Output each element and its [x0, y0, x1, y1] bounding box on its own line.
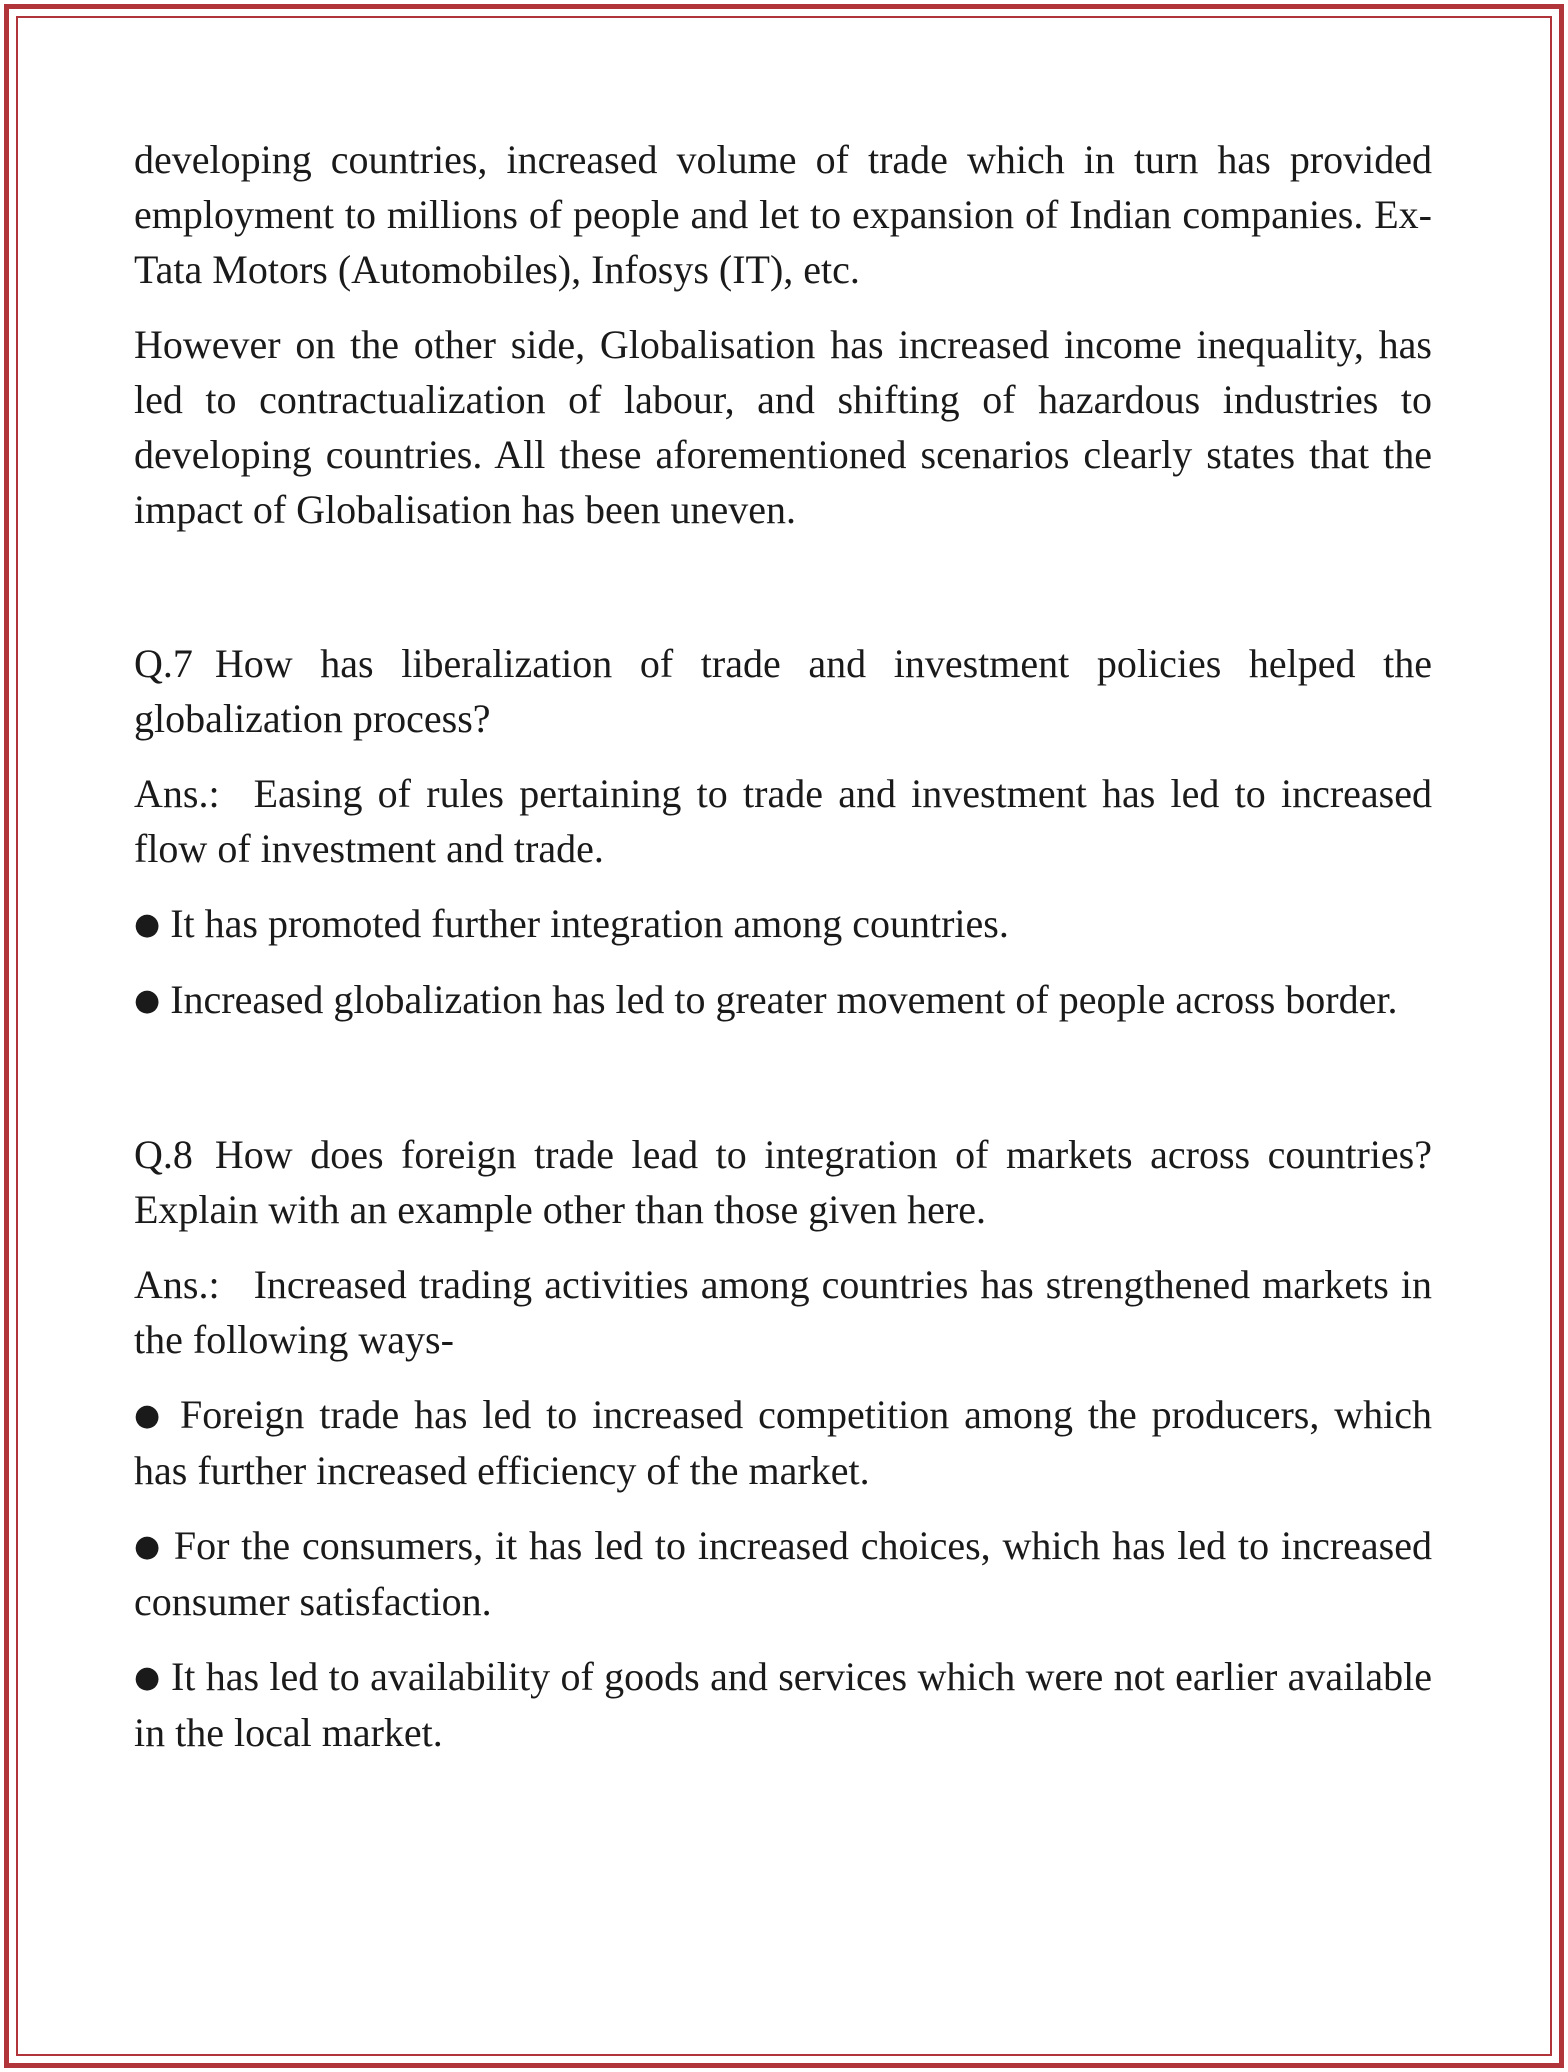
- intro-continuation-paragraph: developing countries, increased volume of trade which in turn has provided employment to millions of people and let to expansion of Indian companies. Ex- Tata Motors (Automobiles), Infosys (IT), etc.: [134, 137, 1432, 292]
- bullet-icon: ●: [134, 1398, 166, 1433]
- q8-bullet-2: [134, 1518, 1432, 1629]
- document-body: [134, 132, 1432, 1760]
- q8-bullet-2-text: For the consumers, it has led to increased choices, which has led to increased consumer satisfaction.: [134, 1523, 1433, 1624]
- bullet-icon: ●: [134, 983, 161, 1018]
- q8-bullet-1-text: Foreign trade has led to increased competition among the producers, which has further increased efficiency of the market.: [134, 1392, 1433, 1493]
- q7-question-text: How has liberalization of trade and investment policies helped the globalization process?: [134, 641, 1432, 741]
- q8-bullet-1: [134, 1387, 1432, 1498]
- bullet-icon: ●: [134, 1660, 161, 1695]
- q8-bullet-3-text: It has led to availability of goods and services which were not earlier available in the local market.: [134, 1654, 1432, 1755]
- q8-answer: [134, 1257, 1432, 1367]
- q7-answer: [134, 766, 1432, 876]
- q7-bullet-2-text: Increased globalization has led to greater movement of people across border.: [170, 977, 1398, 1022]
- q8-question: [134, 1127, 1432, 1237]
- q7-question: [134, 636, 1432, 746]
- q7-bullet-2: [134, 972, 1432, 1028]
- q8-answer-text: Increased trading activities among countries has strengthened markets in the following ways-: [134, 1262, 1432, 1362]
- q7-number: Q.7: [134, 641, 193, 686]
- q7-bullet-1-text: It has promoted further integration among countries.: [170, 901, 1009, 946]
- intro-however-paragraph: However on the other side, Globalisation has increased income inequality, has led to contractualization of labour, and shifting of hazardous industries to developing countries. All these aforementioned scenarios clearly states that the impact of Globalisation has been uneven.: [134, 322, 1432, 532]
- q7-ans-label: Ans.:: [134, 771, 220, 816]
- q7-bullet-1: [134, 896, 1432, 952]
- q8-bullet-3: [134, 1649, 1432, 1760]
- q7-answer-text: Easing of rules pertaining to trade and investment has led to increased flow of investment and trade.: [134, 771, 1432, 871]
- q8-number: Q.8: [134, 1132, 193, 1177]
- bullet-icon: ●: [134, 907, 161, 942]
- bullet-icon: ●: [134, 1529, 163, 1564]
- q8-question-text: How does foreign trade lead to integration of markets across countries? Explain with an example other than those given here.: [134, 1132, 1432, 1232]
- q8-ans-label: Ans.:: [134, 1262, 220, 1307]
